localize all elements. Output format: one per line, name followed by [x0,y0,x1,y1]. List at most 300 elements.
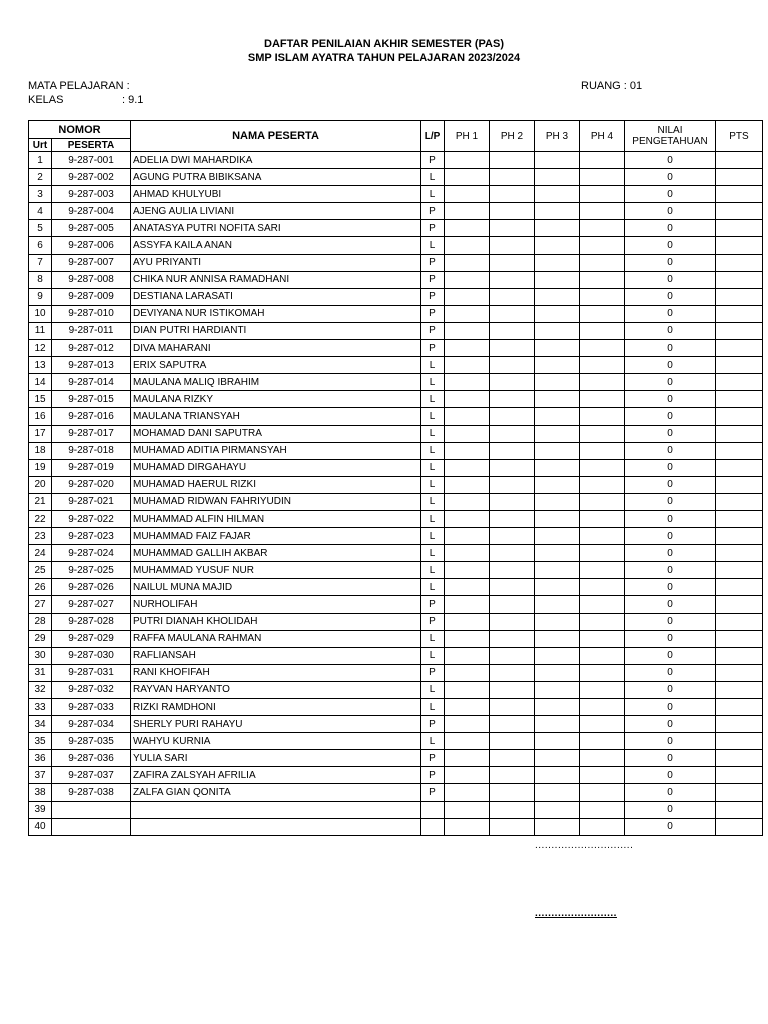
cell-nama: WAHYU KURNIA [131,733,421,750]
cell-pts [716,152,763,169]
cell-nilai: 0 [625,767,716,784]
grade-table [28,120,763,836]
cell-ph4 [580,681,625,698]
cell-pts [716,408,763,425]
cell-nama: MAULANA MALIQ IBRAHIM [131,374,421,391]
cell-ph1 [445,254,490,271]
cell-urt: 18 [29,442,52,459]
cell-ph1 [445,801,490,818]
cell-ph1 [445,340,490,357]
cell-urt: 22 [29,510,52,527]
cell-ph3 [535,699,580,716]
cell-urt: 24 [29,545,52,562]
table-row [29,681,763,698]
cell-peserta-id: 9-287-025 [52,562,131,579]
cell-pts [716,425,763,442]
cell-nilai: 0 [625,579,716,596]
cell-ph4 [580,152,625,169]
class-label: KELAS [28,94,64,106]
cell-ph2 [490,305,535,322]
cell-nilai: 0 [625,545,716,562]
cell-nama: ADELIA DWI MAHARDIKA [131,152,421,169]
cell-urt: 26 [29,579,52,596]
cell-urt: 40 [29,818,52,835]
cell-nilai: 0 [625,699,716,716]
cell-nilai: 0 [625,493,716,510]
cell-ph4 [580,203,625,220]
cell-ph2 [490,681,535,698]
header-ph2: PH 2 [490,121,535,152]
cell-urt: 21 [29,493,52,510]
cell-ph3 [535,271,580,288]
cell-ph4 [580,733,625,750]
cell-pts [716,579,763,596]
cell-lp: L [421,733,445,750]
cell-ph3 [535,545,580,562]
cell-ph3 [535,169,580,186]
cell-peserta-id: 9-287-031 [52,664,131,681]
table-row [29,767,763,784]
cell-peserta-id: 9-287-003 [52,186,131,203]
cell-lp: L [421,647,445,664]
cell-ph4 [580,408,625,425]
cell-pts [716,647,763,664]
header-peserta: PESERTA [52,139,131,152]
table-row [29,152,763,169]
cell-nama: AGUNG PUTRA BIBIKSANA [131,169,421,186]
cell-pts [716,733,763,750]
table-row [29,271,763,288]
cell-ph2 [490,818,535,835]
cell-nilai: 0 [625,442,716,459]
table-row [29,750,763,767]
cell-nama: MUHAMAD RIDWAN FAHRIYUDIN [131,493,421,510]
cell-ph4 [580,545,625,562]
cell-peserta-id: 9-287-018 [52,442,131,459]
cell-nilai: 0 [625,801,716,818]
cell-ph2 [490,374,535,391]
table-row [29,647,763,664]
cell-urt: 27 [29,596,52,613]
cell-pts [716,664,763,681]
cell-lp: P [421,340,445,357]
table-row [29,459,763,476]
cell-nama: ZALFA GIAN QONITA [131,784,421,801]
cell-ph2 [490,647,535,664]
cell-ph2 [490,152,535,169]
cell-lp: P [421,767,445,784]
cell-ph2 [490,186,535,203]
table-row [29,288,763,305]
cell-ph4 [580,476,625,493]
table-row [29,579,763,596]
cell-nama: ZAFIRA ZALSYAH AFRILIA [131,767,421,784]
cell-urt: 36 [29,750,52,767]
cell-nilai: 0 [625,357,716,374]
cell-ph3 [535,357,580,374]
cell-urt: 14 [29,374,52,391]
cell-nilai: 0 [625,254,716,271]
cell-nilai: 0 [625,322,716,339]
cell-nilai: 0 [625,271,716,288]
cell-lp: L [421,425,445,442]
cell-ph2 [490,322,535,339]
cell-lp: P [421,750,445,767]
table-row [29,237,763,254]
cell-urt: 20 [29,476,52,493]
table-row [29,699,763,716]
cell-peserta-id: 9-287-037 [52,767,131,784]
cell-urt: 16 [29,408,52,425]
cell-ph1 [445,562,490,579]
cell-pts [716,767,763,784]
cell-peserta-id: 9-287-015 [52,391,131,408]
cell-nilai: 0 [625,630,716,647]
cell-ph2 [490,767,535,784]
cell-peserta-id: 9-287-027 [52,596,131,613]
cell-peserta-id: 9-287-032 [52,681,131,698]
cell-ph1 [445,716,490,733]
cell-ph1 [445,237,490,254]
cell-ph1 [445,647,490,664]
cell-ph1 [445,152,490,169]
cell-lp: P [421,322,445,339]
cell-ph3 [535,647,580,664]
header-nama-peserta: NAMA PESERTA [131,121,421,152]
cell-ph1 [445,750,490,767]
cell-peserta-id: 9-287-007 [52,254,131,271]
header-ph1: PH 1 [445,121,490,152]
cell-ph2 [490,579,535,596]
cell-pts [716,596,763,613]
cell-urt: 29 [29,630,52,647]
cell-ph1 [445,271,490,288]
cell-ph2 [490,630,535,647]
cell-lp: L [421,528,445,545]
table-row [29,186,763,203]
cell-peserta-id: 9-287-014 [52,374,131,391]
cell-urt: 1 [29,152,52,169]
cell-urt: 35 [29,733,52,750]
cell-urt: 28 [29,613,52,630]
cell-ph1 [445,579,490,596]
table-row [29,784,763,801]
cell-ph4 [580,322,625,339]
cell-urt: 4 [29,203,52,220]
cell-ph4 [580,357,625,374]
cell-nilai: 0 [625,408,716,425]
cell-lp: P [421,203,445,220]
cell-peserta-id: 9-287-004 [52,203,131,220]
cell-ph1 [445,374,490,391]
signature-place-line: .............................. [535,840,634,851]
cell-ph3 [535,716,580,733]
cell-ph4 [580,237,625,254]
cell-nama: NURHOLIFAH [131,596,421,613]
cell-peserta-id: 9-287-034 [52,716,131,733]
cell-ph4 [580,288,625,305]
table-body [29,152,763,836]
cell-lp: L [421,459,445,476]
cell-urt: 34 [29,716,52,733]
cell-ph4 [580,579,625,596]
cell-peserta-id: 9-287-011 [52,322,131,339]
cell-ph3 [535,801,580,818]
cell-pts [716,528,763,545]
cell-ph1 [445,613,490,630]
cell-lp: L [421,391,445,408]
cell-lp: L [421,408,445,425]
cell-ph1 [445,442,490,459]
cell-ph1 [445,630,490,647]
cell-lp: L [421,699,445,716]
cell-ph3 [535,750,580,767]
cell-ph1 [445,476,490,493]
cell-ph3 [535,476,580,493]
cell-peserta-id: 9-287-017 [52,425,131,442]
cell-nama: AHMAD KHULYUBI [131,186,421,203]
cell-peserta-id: 9-287-026 [52,579,131,596]
table-row [29,562,763,579]
cell-peserta-id: 9-287-008 [52,271,131,288]
cell-nama: MUHAMMAD YUSUF NUR [131,562,421,579]
cell-nilai: 0 [625,186,716,203]
cell-ph2 [490,493,535,510]
table-row [29,203,763,220]
cell-urt: 25 [29,562,52,579]
cell-ph3 [535,528,580,545]
header-nilai-line1: NILAI [657,125,683,136]
cell-ph4 [580,784,625,801]
cell-ph3 [535,493,580,510]
cell-ph1 [445,733,490,750]
cell-nama: DEVIYANA NUR ISTIKOMAH [131,305,421,322]
cell-nilai: 0 [625,425,716,442]
cell-ph4 [580,818,625,835]
table-row [29,818,763,835]
cell-nilai: 0 [625,733,716,750]
cell-lp [421,801,445,818]
cell-nilai: 0 [625,664,716,681]
cell-nama: ERIX SAPUTRA [131,357,421,374]
cell-ph3 [535,322,580,339]
table-row [29,220,763,237]
cell-peserta-id: 9-287-009 [52,288,131,305]
table-row [29,357,763,374]
cell-ph4 [580,493,625,510]
header-nilai-pengetahuan [625,121,716,152]
cell-lp: P [421,784,445,801]
cell-ph2 [490,459,535,476]
cell-peserta-id: 9-287-002 [52,169,131,186]
table-row [29,322,763,339]
cell-ph4 [580,186,625,203]
cell-ph4 [580,528,625,545]
cell-ph2 [490,801,535,818]
table-row [29,305,763,322]
cell-ph2 [490,562,535,579]
cell-lp: L [421,476,445,493]
table-row [29,801,763,818]
cell-ph2 [490,220,535,237]
cell-ph2 [490,442,535,459]
cell-ph3 [535,562,580,579]
cell-nama: RAYVAN HARYANTO [131,681,421,698]
cell-nilai: 0 [625,562,716,579]
cell-lp: P [421,152,445,169]
cell-lp: P [421,613,445,630]
cell-ph3 [535,664,580,681]
cell-nilai: 0 [625,528,716,545]
cell-ph4 [580,630,625,647]
cell-lp: L [421,510,445,527]
table-row [29,391,763,408]
cell-nama [131,801,421,818]
table-row [29,545,763,562]
cell-lp: L [421,237,445,254]
header-lp: L/P [421,121,445,152]
cell-nama: PUTRI DIANAH KHOLIDAH [131,613,421,630]
room-label: RUANG : 01 [581,80,643,92]
cell-ph3 [535,442,580,459]
cell-peserta-id: 9-287-036 [52,750,131,767]
cell-lp: L [421,493,445,510]
cell-ph1 [445,425,490,442]
cell-urt: 37 [29,767,52,784]
cell-peserta-id: 9-287-016 [52,408,131,425]
cell-ph1 [445,681,490,698]
cell-lp: P [421,664,445,681]
cell-pts [716,305,763,322]
header-ph3: PH 3 [535,121,580,152]
table-row [29,613,763,630]
cell-nilai: 0 [625,596,716,613]
table-row [29,716,763,733]
cell-ph1 [445,699,490,716]
cell-urt: 15 [29,391,52,408]
cell-ph1 [445,784,490,801]
cell-pts [716,784,763,801]
cell-ph4 [580,750,625,767]
cell-ph4 [580,767,625,784]
cell-ph3 [535,220,580,237]
cell-urt: 33 [29,699,52,716]
cell-ph2 [490,733,535,750]
cell-ph3 [535,596,580,613]
cell-pts [716,818,763,835]
cell-peserta-id: 9-287-005 [52,220,131,237]
cell-ph4 [580,596,625,613]
cell-ph3 [535,630,580,647]
cell-ph4 [580,716,625,733]
cell-urt: 17 [29,425,52,442]
cell-nama: AJENG AULIA LIVIANI [131,203,421,220]
cell-urt: 32 [29,681,52,698]
cell-nama: MAULANA RIZKY [131,391,421,408]
cell-nilai: 0 [625,391,716,408]
cell-ph3 [535,408,580,425]
cell-ph1 [445,169,490,186]
cell-nilai: 0 [625,237,716,254]
cell-lp [421,818,445,835]
table-row [29,733,763,750]
cell-peserta-id: 9-287-023 [52,528,131,545]
cell-ph4 [580,442,625,459]
cell-ph2 [490,476,535,493]
cell-peserta-id: 9-287-022 [52,510,131,527]
cell-peserta-id: 9-287-028 [52,613,131,630]
cell-nilai: 0 [625,716,716,733]
cell-nama: DIAN PUTRI HARDIANTI [131,322,421,339]
table-row [29,664,763,681]
cell-ph1 [445,357,490,374]
cell-nilai: 0 [625,613,716,630]
cell-nilai: 0 [625,784,716,801]
cell-ph2 [490,750,535,767]
cell-pts [716,681,763,698]
header-urt: Urt [29,139,52,152]
cell-ph3 [535,152,580,169]
cell-nama: RAFLIANSAH [131,647,421,664]
cell-ph1 [445,391,490,408]
cell-urt: 5 [29,220,52,237]
cell-ph2 [490,237,535,254]
cell-pts [716,750,763,767]
cell-pts [716,288,763,305]
cell-ph4 [580,254,625,271]
cell-lp: P [421,220,445,237]
cell-nama: ANATASYA PUTRI NOFITA SARI [131,220,421,237]
cell-peserta-id: 9-287-038 [52,784,131,801]
cell-pts [716,442,763,459]
cell-nilai: 0 [625,818,716,835]
cell-ph4 [580,391,625,408]
cell-ph2 [490,357,535,374]
cell-ph3 [535,510,580,527]
cell-urt: 10 [29,305,52,322]
cell-ph4 [580,699,625,716]
cell-ph2 [490,425,535,442]
cell-urt: 12 [29,340,52,357]
cell-peserta-id: 9-287-029 [52,630,131,647]
table-row [29,493,763,510]
cell-lp: L [421,374,445,391]
cell-nilai: 0 [625,374,716,391]
cell-nama: MUHAMAD HAERUL RIZKI [131,476,421,493]
table-row [29,528,763,545]
cell-nilai: 0 [625,220,716,237]
cell-urt: 23 [29,528,52,545]
cell-nama: MUHAMMAD GALLIH AKBAR [131,545,421,562]
cell-ph4 [580,305,625,322]
cell-nama: ASSYFA KAILA ANAN [131,237,421,254]
cell-ph4 [580,647,625,664]
cell-ph1 [445,203,490,220]
cell-ph3 [535,681,580,698]
cell-lp: L [421,186,445,203]
cell-ph1 [445,596,490,613]
cell-ph1 [445,305,490,322]
cell-ph3 [535,733,580,750]
cell-peserta-id: 9-287-012 [52,340,131,357]
cell-pts [716,322,763,339]
cell-lp: P [421,305,445,322]
table-row [29,408,763,425]
cell-ph3 [535,767,580,784]
cell-lp: P [421,271,445,288]
cell-nilai: 0 [625,305,716,322]
cell-ph2 [490,784,535,801]
